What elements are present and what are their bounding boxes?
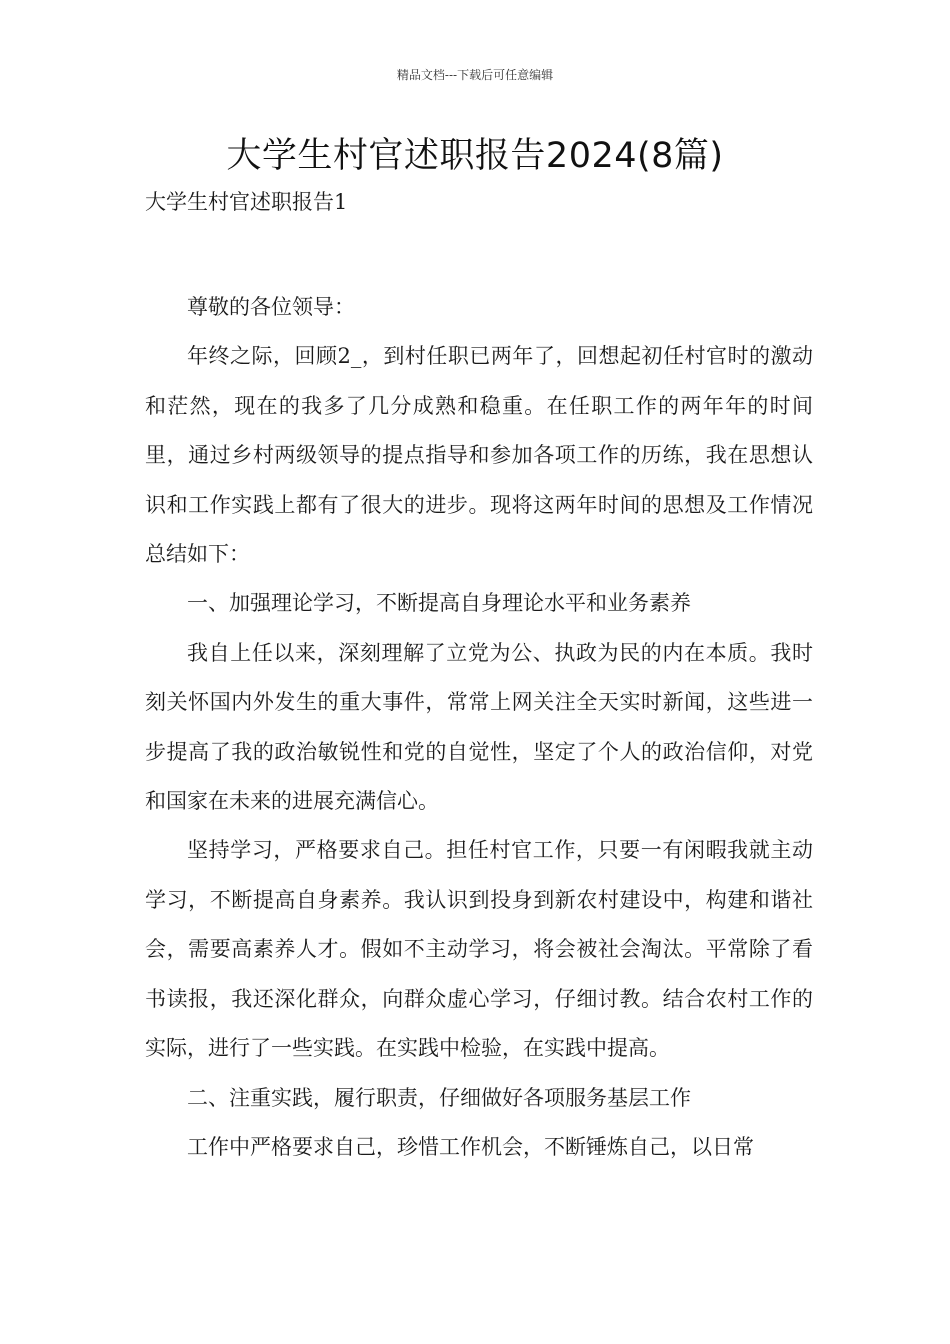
body-paragraph: 工作中严格要求自己，珍惜工作机会，不断锤炼自己，以日常: [187, 1134, 754, 1159]
body-paragraph: 我自上任以来，深刻理解了立党为公、执政为民的内在本质。我时刻关怀国内外发生的重大事件，常常上网关注全天实时新闻，这些进一步提高了我的政治敏锐性和党的自觉性，坚定了个人的政治信仰，对党和国家在未来的进展充满信心。: [145, 640, 813, 814]
body-paragraph: 坚持学习，严格要求自己。担任村官工作，只要一有闲暇我就主动学习，不断提高自身素养。我认识到投身到新农村建设中，构建和谐社会，需要高素养人才。假如不主动学习，将会被社会淘汰。平常除了看书读报，我还深化群众，向群众虚心学习，仔细讨教。结合农村工作的实际，进行了一些实践。在实践中检验，在实践中提高。: [145, 838, 813, 1061]
document-body: [145, 283, 813, 1172]
subheading-two: 二、注重实践，履行职责，仔细做好各项服务基层工作: [187, 1085, 691, 1110]
intro-paragraph: 年终之际，回顾2_，到村任职已两年了，回想起初任村官时的激动和茫然，现在的我多了几分成熟和稳重。在任职工作的两年年的时间里，通过乡村两级领导的提点指导和参加各项工作的历练，我在思想认识和工作实践上都有了很大的进步。现将这两年时间的思想及工作情况总结如下：: [145, 344, 813, 567]
section-heading: 大学生村官述职报告1: [145, 190, 348, 214]
salutation-paragraph: 尊敬的各位领导：: [187, 295, 355, 319]
header-note: 精品文档---下载后可任意编辑: [396, 68, 554, 82]
document-title: 大学生村官述职报告2024(8篇): [226, 136, 724, 176]
subheading-one: 一、加强理论学习，不断提高自身理论水平和业务素养: [187, 591, 691, 616]
